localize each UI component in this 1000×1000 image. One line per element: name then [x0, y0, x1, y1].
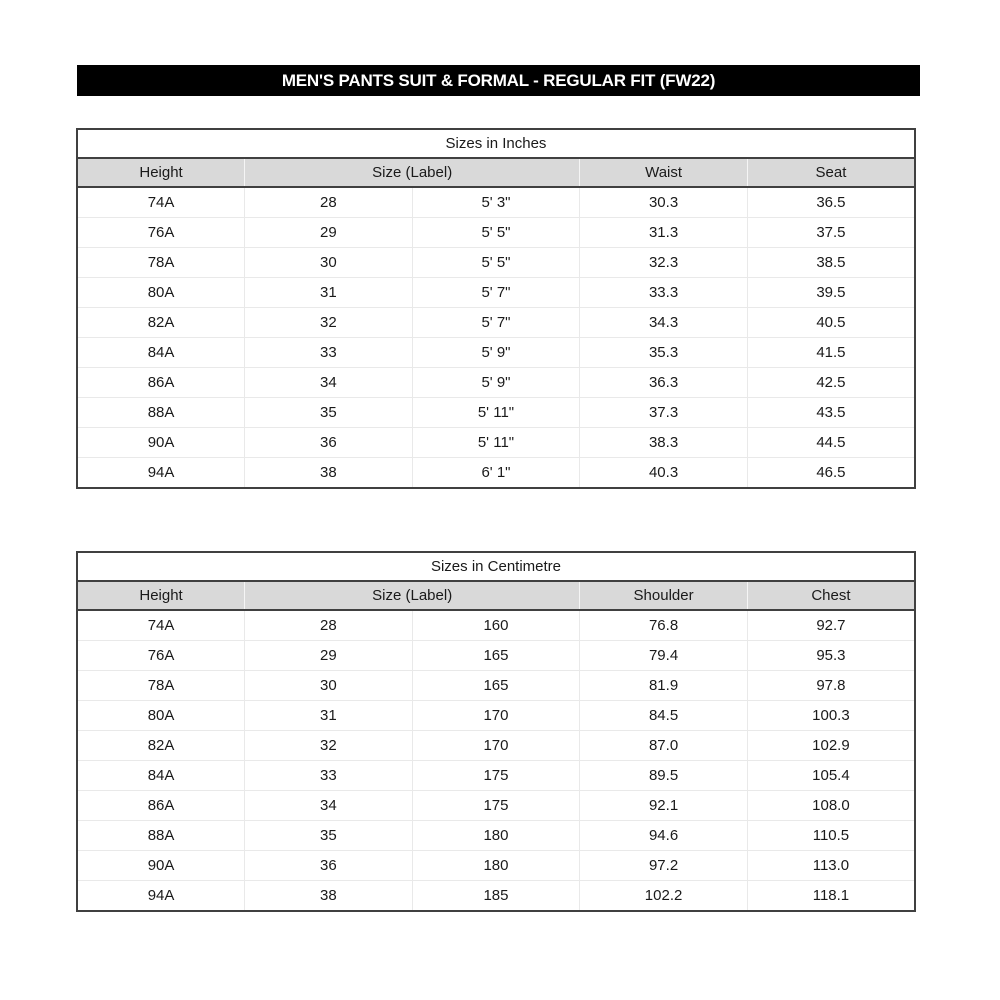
- table-row: [77, 701, 915, 731]
- column-header-shoulder: Shoulder: [580, 581, 748, 610]
- table-cell: 102.9: [747, 731, 915, 761]
- table-cell: 81.9: [580, 671, 748, 701]
- table-cell: 95.3: [747, 641, 915, 671]
- table-cell: 94A: [77, 881, 245, 912]
- table-cell: 38: [245, 458, 413, 489]
- table-cell: 82A: [77, 731, 245, 761]
- table-cell: 46.5: [747, 458, 915, 489]
- table-cell: 30: [245, 671, 413, 701]
- table-header-row: [77, 158, 915, 187]
- table-cell: 38: [245, 881, 413, 912]
- table-cell: 74A: [147, 617, 175, 634]
- table-header-row: [77, 581, 915, 610]
- column-header-size-label: Size (Label): [245, 158, 580, 187]
- table-cell: 33: [245, 761, 413, 791]
- table-cell: 5' 5": [412, 248, 580, 278]
- table-cell: 5' 7": [412, 278, 580, 308]
- table-caption-row: [77, 129, 915, 158]
- table-cell: 74A: [147, 194, 175, 211]
- table-row: [77, 821, 915, 851]
- table-row: [77, 851, 915, 881]
- table-cell: 82A: [77, 308, 245, 338]
- table-cell: 87.0: [580, 731, 748, 761]
- chart-title: MEN'S PANTS SUIT & FORMAL - REGULAR FIT (FW22): [281, 70, 716, 90]
- table-cell: 5' 11": [412, 428, 580, 458]
- table-cell: 5' 5": [412, 218, 580, 248]
- table-cell: 34: [245, 368, 413, 398]
- table-cell: 165: [412, 641, 580, 671]
- table-cell: 97.2: [580, 851, 748, 881]
- table-cell: 80A: [77, 701, 245, 731]
- table-cell: 39.5: [747, 278, 915, 308]
- inches-table: [76, 128, 916, 489]
- table-cell: 86A: [77, 368, 245, 398]
- table-row: [77, 731, 915, 761]
- table-row: [77, 791, 915, 821]
- table-row: [77, 881, 915, 912]
- table-cell: 44.5: [747, 428, 915, 458]
- table-row: [77, 761, 915, 791]
- table-cell: 35.3: [580, 338, 748, 368]
- table-cell: 110.5: [747, 821, 915, 851]
- table-cell: 32: [245, 731, 413, 761]
- table-cell: 92.1: [580, 791, 748, 821]
- inches-table-section: [76, 128, 920, 489]
- table-cell: 43.5: [747, 398, 915, 428]
- table-row: [77, 398, 915, 428]
- chart-title-banner: [77, 65, 920, 96]
- table-row: [77, 308, 915, 338]
- table-row: [77, 671, 915, 701]
- table-cell: 40.3: [580, 458, 748, 489]
- table-cell: 38.5: [747, 248, 915, 278]
- table-cell: 94A: [77, 458, 245, 489]
- table-row: [77, 458, 915, 489]
- table-cell: 36: [245, 851, 413, 881]
- table-cell: 84A: [77, 761, 245, 791]
- table-cell: 29: [245, 218, 413, 248]
- table-cell: 31: [245, 278, 413, 308]
- table-row: [77, 338, 915, 368]
- table-cell: 31.3: [580, 218, 748, 248]
- table-cell: 76A: [77, 641, 245, 671]
- table-cell: 160: [412, 610, 580, 641]
- column-header-waist: Waist: [580, 158, 748, 187]
- centimetre-table-section: [76, 551, 920, 912]
- table-cell: 90A: [77, 428, 245, 458]
- table-cell: 76A: [77, 218, 245, 248]
- column-header-height: Height: [77, 581, 245, 610]
- table-row: [77, 218, 915, 248]
- table-cell: 97.8: [747, 671, 915, 701]
- table-cell: 36.3: [580, 368, 748, 398]
- table-row: [77, 187, 915, 218]
- table-row: [77, 248, 915, 278]
- table-caption: Sizes in Inches: [77, 129, 915, 158]
- table-cell: 165: [412, 671, 580, 701]
- table-cell: 37.3: [580, 398, 748, 428]
- table-cell: 170: [412, 701, 580, 731]
- table-cell: 5' 3": [412, 187, 580, 218]
- table-cell: 34: [245, 791, 413, 821]
- centimetre-table: [76, 551, 916, 912]
- table-cell: 89.5: [580, 761, 748, 791]
- table-cell: 88A: [77, 821, 245, 851]
- table-row: [77, 641, 915, 671]
- table-row: [77, 368, 915, 398]
- table-cell: 78A: [77, 671, 245, 701]
- table-cell: 94.6: [580, 821, 748, 851]
- table-cell: 84A: [77, 338, 245, 368]
- table-caption-row: [77, 552, 915, 581]
- table-row: [77, 428, 915, 458]
- table-cell: 118.1: [747, 881, 915, 912]
- table-cell: 175: [412, 761, 580, 791]
- table-cell: 86A: [77, 791, 245, 821]
- table-cell: 5' 7": [412, 308, 580, 338]
- table-cell: 37.5: [747, 218, 915, 248]
- column-header-height: Height: [77, 158, 245, 187]
- table-cell: 92.7: [747, 610, 915, 641]
- table-cell: 6' 1": [412, 458, 580, 489]
- table-cell: 79.4: [580, 641, 748, 671]
- table-cell: 42.5: [747, 368, 915, 398]
- table-cell: 33.3: [580, 278, 748, 308]
- table-cell: 32.3: [580, 248, 748, 278]
- table-cell: 5' 11": [412, 398, 580, 428]
- table-cell: 100.3: [747, 701, 915, 731]
- table-cell: 36.5: [747, 187, 915, 218]
- table-cell: 78A: [77, 248, 245, 278]
- table-cell: 30.3: [580, 187, 748, 218]
- table-cell: 80A: [77, 278, 245, 308]
- column-header-chest: Chest: [747, 581, 915, 610]
- column-header-size-label: Size (Label): [245, 581, 580, 610]
- table-cell: 105.4: [747, 761, 915, 791]
- table-row: [77, 278, 915, 308]
- table-cell: 28: [245, 187, 413, 218]
- table-cell: 170: [412, 731, 580, 761]
- table-cell: 113.0: [747, 851, 915, 881]
- table-cell: 33: [245, 338, 413, 368]
- table-cell: 38.3: [580, 428, 748, 458]
- table-cell: 84.5: [580, 701, 748, 731]
- table-cell: 35: [245, 821, 413, 851]
- table-cell: 88A: [77, 398, 245, 428]
- table-cell: 185: [412, 881, 580, 912]
- table-cell: 40.5: [747, 308, 915, 338]
- table-cell: 36: [245, 428, 413, 458]
- table-cell: 5' 9": [412, 368, 580, 398]
- table-cell: 180: [412, 821, 580, 851]
- table-cell: 35: [245, 398, 413, 428]
- table-cell: 31: [245, 701, 413, 731]
- table-cell: 41.5: [747, 338, 915, 368]
- table-cell: 108.0: [747, 791, 915, 821]
- table-cell: 102.2: [580, 881, 748, 912]
- table-cell: 34.3: [580, 308, 748, 338]
- table-caption: Sizes in Centimetre: [77, 552, 915, 581]
- table-cell: 5' 9": [412, 338, 580, 368]
- table-cell: 32: [245, 308, 413, 338]
- table-cell: 76.8: [580, 610, 748, 641]
- column-header-seat: Seat: [747, 158, 915, 187]
- table-row: [77, 610, 915, 641]
- table-cell: 30: [245, 248, 413, 278]
- table-cell: 90A: [77, 851, 245, 881]
- table-cell: 180: [412, 851, 580, 881]
- table-cell: 175: [412, 791, 580, 821]
- table-cell: 28: [245, 610, 413, 641]
- table-cell: 29: [245, 641, 413, 671]
